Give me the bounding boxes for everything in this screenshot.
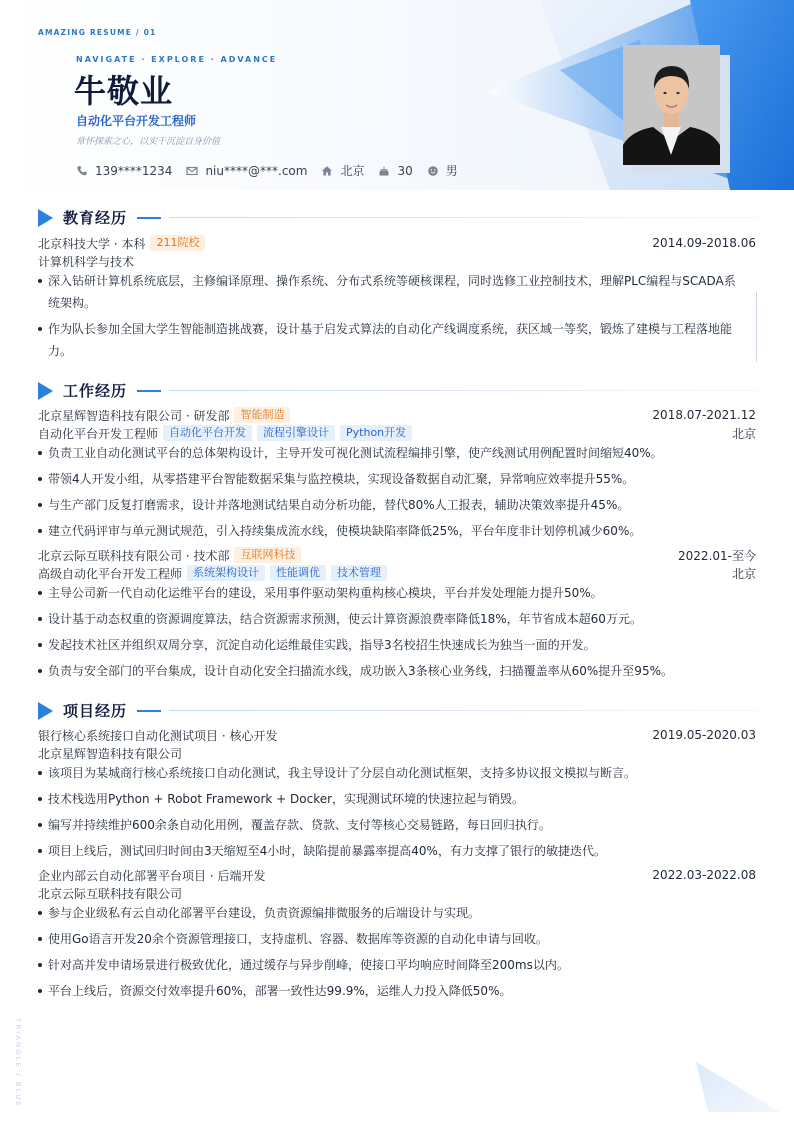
section-title-dash <box>137 390 161 392</box>
job-bullets <box>38 582 738 686</box>
section-divider <box>169 710 758 711</box>
section-title-dash <box>137 710 161 712</box>
project-bullets <box>38 902 738 1006</box>
resume-header <box>0 0 794 190</box>
list-item: 作为队长参加全国大学生智能制造挑战赛，设计基于启发式算法的自动化产线调度系统，获区域一等奖，锻炼了建模与工程落地能力。 <box>38 318 738 362</box>
side-vertical-text: TRIANGLE / BLUE <box>14 1018 22 1108</box>
list-item: 建立代码评审与单元测试规范，引入持续集成流水线，使模块缺陷率降低25%，平台年度非计划停机减少60%。 <box>38 520 738 542</box>
list-item: 主导公司新一代自动化运维平台的建设，采用事件驱动架构重构核心模块，平台并发处理能力提升50%。 <box>38 582 738 604</box>
skill-tag: 技术管理 <box>331 565 387 581</box>
list-item: 负责工业自动化测试平台的总体架构设计，主导开发可视化测试流程编排引擎，使产线测试用例配置时间缩短40%。 <box>38 442 738 464</box>
contact-age <box>378 164 412 178</box>
list-item: 该项目为某城商行核心系统接口自动化测试，我主导设计了分层自动化测试框架，支持多协议报文模拟与断言。 <box>38 762 738 784</box>
project-bullets <box>38 762 738 866</box>
footer-triangle-decoration <box>690 1060 794 1123</box>
job-position-row <box>38 564 756 582</box>
project-row <box>38 866 756 884</box>
project-row <box>38 726 756 744</box>
list-item: 参与企业级私有云自动化部署平台建设，负责资源编排微服务的后端设计与实现。 <box>38 902 738 924</box>
contact-phone <box>76 164 172 178</box>
project-org: 北京云际互联科技有限公司 <box>38 887 183 901</box>
contact-gender <box>427 162 458 179</box>
job-dates: 2022.01-至今 <box>678 548 756 563</box>
education-section-title: 教育经历 <box>63 209 128 227</box>
resume-tagline: AMAZING RESUME / 01 <box>38 28 157 37</box>
education-section-header <box>38 207 758 228</box>
list-item: 针对高并发申请场景进行极致优化，通过缓存与异步削峰，使接口平均响应时间降至200ms以内。 <box>38 954 738 976</box>
list-item: 使用Go语言开发20余个资源管理接口，支持虚机、容器、数据库等资源的自动化申请与回收。 <box>38 928 738 950</box>
project-dates: 2022.03-2022.08 <box>652 868 756 882</box>
company-name: 北京云际互联科技有限公司 · 技术部 <box>38 548 230 563</box>
age-value: 30 <box>397 163 413 178</box>
skill-tag: 流程引擎设计 <box>257 425 335 441</box>
face-icon <box>427 165 439 177</box>
phone-icon <box>76 165 88 177</box>
profile-photo <box>623 45 720 165</box>
school-tag: 211院校 <box>150 235 205 251</box>
side-rule <box>756 292 757 362</box>
home-icon <box>321 165 333 177</box>
job-bullets <box>38 442 738 546</box>
list-item: 与生产部门反复打磨需求，设计并落地测试结果自动分析功能，替代80%人工报表，辅助决策效率提升45%。 <box>38 494 738 516</box>
gender-value: 男 <box>445 164 458 178</box>
mail-icon <box>186 165 198 177</box>
skill-tag: Python开发 <box>340 425 412 441</box>
list-item: 带领4人开发小组，从零搭建平台智能数据采集与监控模块，实现设备数据自动汇聚，异常响应效率提升55%。 <box>38 468 738 490</box>
section-divider <box>169 390 758 391</box>
section-divider <box>169 217 758 218</box>
phone-value: 139****1234 <box>95 163 173 178</box>
industry-tag: 互联网科技 <box>234 547 301 563</box>
list-item: 深入钻研计算机系统底层，主修编译原理、操作系统、分布式系统等硬核课程，同时选修工业控制技术，理解PLC编程与SCADA系统架构。 <box>38 270 738 314</box>
list-item: 编写并持续维护600余条自动化用例，覆盖存款、贷款、支付等核心交易链路，每日回归执行。 <box>38 814 738 836</box>
job-title: 自动化平台开发工程师 <box>76 114 197 128</box>
contact-location <box>321 162 364 179</box>
industry-tag: 智能制造 <box>234 407 290 423</box>
list-item: 发起技术社区并组织双周分享，沉淀自动化运维最佳实践，指导3名校招生快速成长为独当一面的开发。 <box>38 634 738 656</box>
education-major: 计算机科学与技术 <box>38 255 135 269</box>
personal-motto: 常怀探索之心，以实干沉淀自身价值 <box>76 137 221 147</box>
list-item: 平台上线后，资源交付效率提升60%，部署一致性达99.9%，运维人力投入降低50%。 <box>38 980 738 1002</box>
location-value: 北京 <box>340 164 365 178</box>
job-position: 自动化平台开发工程师 <box>38 426 159 441</box>
email-value: niu****@***.com <box>205 163 308 178</box>
candidate-name: 牛敬业 <box>74 72 174 110</box>
job-dates: 2018.07-2021.12 <box>652 408 756 422</box>
job-position-row <box>38 424 756 442</box>
list-item: 负责与安全部门的平台集成，设计自动化安全扫描流水线，成功嵌入3条核心业务线，扫描覆盖率从60%提升至95%。 <box>38 660 738 682</box>
skill-tag: 系统架构设计 <box>187 565 265 581</box>
skill-tag: 性能调优 <box>270 565 326 581</box>
job-location: 北京 <box>731 426 756 441</box>
job-company-row <box>38 406 756 424</box>
work-section-header <box>38 380 758 401</box>
section-triangle-icon <box>38 382 53 400</box>
company-name: 北京星辉智造科技有限公司 · 研发部 <box>38 408 230 423</box>
header-nav-line: NAVIGATE · EXPLORE · ADVANCE <box>76 55 278 64</box>
job-company-row <box>38 546 756 564</box>
project-dates: 2019.05-2020.03 <box>652 728 756 742</box>
education-dates: 2014.09-2018.06 <box>652 236 756 250</box>
job-position: 高级自动化平台开发工程师 <box>38 566 183 581</box>
list-item: 技术栈选用Python + Robot Framework + Docker，实现测试环境的快速拉起与销毁。 <box>38 788 738 810</box>
project-name: 企业内部云自动化部署平台项目 · 后端开发 <box>38 868 266 883</box>
education-row <box>38 234 756 252</box>
section-triangle-icon <box>38 702 53 720</box>
cake-icon <box>378 165 390 177</box>
contact-email <box>186 164 307 178</box>
project-name: 银行核心系统接口自动化测试项目 · 核心开发 <box>38 728 278 743</box>
job-location: 北京 <box>731 566 756 581</box>
projects-section-title: 项目经历 <box>63 702 128 720</box>
education-bullets <box>38 270 738 366</box>
skill-tag: 自动化平台开发 <box>163 425 252 441</box>
list-item: 设计基于动态权重的资源调度算法，结合资源需求预测，使云计算资源浪费率降低18%，年节省成本超60万元。 <box>38 608 738 630</box>
work-section-title: 工作经历 <box>63 382 128 400</box>
school-name: 北京科技大学 · 本科 <box>38 236 146 251</box>
project-org: 北京星辉智造科技有限公司 <box>38 747 183 761</box>
section-triangle-icon <box>38 209 53 227</box>
list-item: 项目上线后，测试回归时间由3天缩短至4小时，缺陷提前暴露率提高40%，有力支撑了银行的敏捷迭代。 <box>38 840 738 862</box>
section-title-dash <box>137 217 161 219</box>
projects-section-header <box>38 700 758 721</box>
contact-info <box>76 162 472 179</box>
